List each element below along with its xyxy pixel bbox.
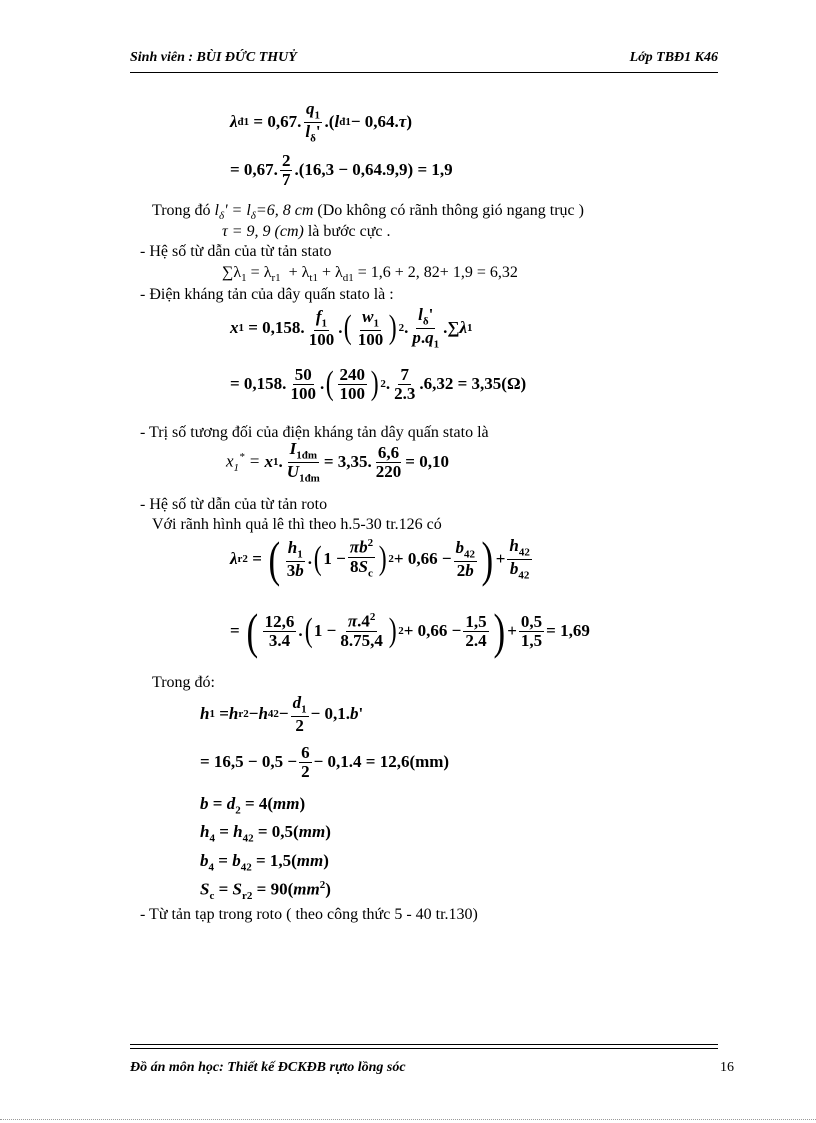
tau-line: τ = 9, 9 (cm) là bước cực . <box>222 223 391 240</box>
bullet-stator-reactance: - Điện kháng tản của dây quấn stato là : <box>140 286 394 303</box>
x1-star-eq: $x_1^*$ = x 1 . $\frac{I_{1đm}}{U_{1đm}}$ = 3,35. $\frac{6,6}{220}$ = 0,10 <box>226 439 449 485</box>
h1-calc: = 16,5 − 0,5 − $\frac{6}{2}$ − 0,1.4 = 12,6(mm) <box>200 743 450 781</box>
x1-star-result: 0,10 <box>419 452 449 472</box>
lambda-r2-formula: λ r2 = ( $\frac{h_1}{3b}$ . ( 1 − $\frac{\pi b^2}{8S_c}$ ) 2 + 0,66 − $\frac{b_{42}}{2b}$ ) + $\frac{h_{42}}{b_{42}}$ <box>230 531 530 587</box>
h4-eq: $h_4 = h_{42} = 0,5(mm)$ <box>200 822 331 845</box>
sc-eq: $S_c = S_{r2} = 90(mm^2)$ <box>200 879 331 903</box>
bullet-relative-reactance: - Trị số tương đối của điện kháng tản dây quấn stato là <box>140 424 489 441</box>
class-name: Lớp TBĐ1 K46 <box>629 50 718 65</box>
x1-formula: x 1 = 0,158. $\frac{f_1}{100}$ . ( $\frac{w_1}{100}$ ) 2 . $\frac{l_\delta'}{p.q_1}$ .∑ λ 1 <box>230 305 473 351</box>
trong-do-ls-line: Trong đó $l_\delta' = l_\delta=6$, 8 cm (Do không có rãnh thông gió ngang trục ) <box>152 202 584 223</box>
h1-formula: h 1 = h r2 − h 42 − $\frac{d_1}{2}$ − 0,1. b ' <box>200 693 364 735</box>
bullet-rotor-stray: - Từ tản tạp trong roto ( theo công thức 5 - 40 tr.130) <box>140 906 478 923</box>
x1-calc: = 0,158. $\frac{50}{100}$ . ( $\frac{240}{100}$ ) 2 . $\frac{7}{2.3}$ .6,32 = 3,35(Ω) <box>230 365 527 403</box>
lambda-d1-calc: = 0,67. $\frac{2}{7}$ .(16,3 − 0,64.9,9) = 1,9 <box>230 151 453 189</box>
page-header <box>130 50 718 70</box>
bullet-stator-permeance: - Hệ số từ dẫn của từ tản stato <box>140 243 332 260</box>
lambda-d1-result: 1,9 <box>431 160 453 180</box>
footer-rule-1 <box>130 1044 718 1045</box>
project-title: Đồ án môn học: Thiết kế ĐCKĐB rựto lồng sóc <box>130 1060 406 1075</box>
rotor-slot-note: Với rãnh hình quả lê thì theo h.5-30 tr.126 có <box>152 516 442 533</box>
lambda-r2-result: 1,69 <box>560 621 590 640</box>
x1-result: 3,35(Ω) <box>471 374 527 394</box>
student-name: Sinh viên : BÙI ĐỨC THUỶ <box>130 50 297 65</box>
bullet-rotor-permeance: - Hệ số từ dẫn của từ tản roto <box>140 496 328 513</box>
page-number: 16 <box>720 1060 734 1075</box>
ls-symbol: $l_\delta' = l_\delta$ <box>214 202 256 223</box>
lambda-r2-calc: = ( $\frac{12,6}{3.4}$ . ( 1 − $\frac{\pi.4^2}{8.75,4}$ ) 2 + 0,66 − $\frac{1,5}{2.4}$ ) + $\frac{0,5}{1,5}$ = 1,69 <box>230 603 590 659</box>
page-edge <box>0 1119 816 1120</box>
header-rule <box>130 72 718 73</box>
h1-result: 12,6(mm) <box>379 752 450 772</box>
trong-do-2: Trong đó: <box>152 674 215 691</box>
b4-eq: $b_4 = b_{42} = 1,5(mm)$ <box>200 851 329 874</box>
b-eq: $b = d_2 = 4(mm)$ <box>200 794 306 817</box>
lambda-d1-formula: λ đ1 = 0,67. $\frac{q_1}{l_\delta'}$ .( l đ1 − 0,64. τ ) <box>230 99 412 145</box>
footer-rule-2 <box>130 1048 718 1049</box>
sum-lambda-eq: $\sum\lambda_1 = \lambda_{r1} + \lambda_{t1} + \lambda_{d1} = 1,6 + 2$, 82+ 1,9 = 6,32 <box>222 264 518 285</box>
